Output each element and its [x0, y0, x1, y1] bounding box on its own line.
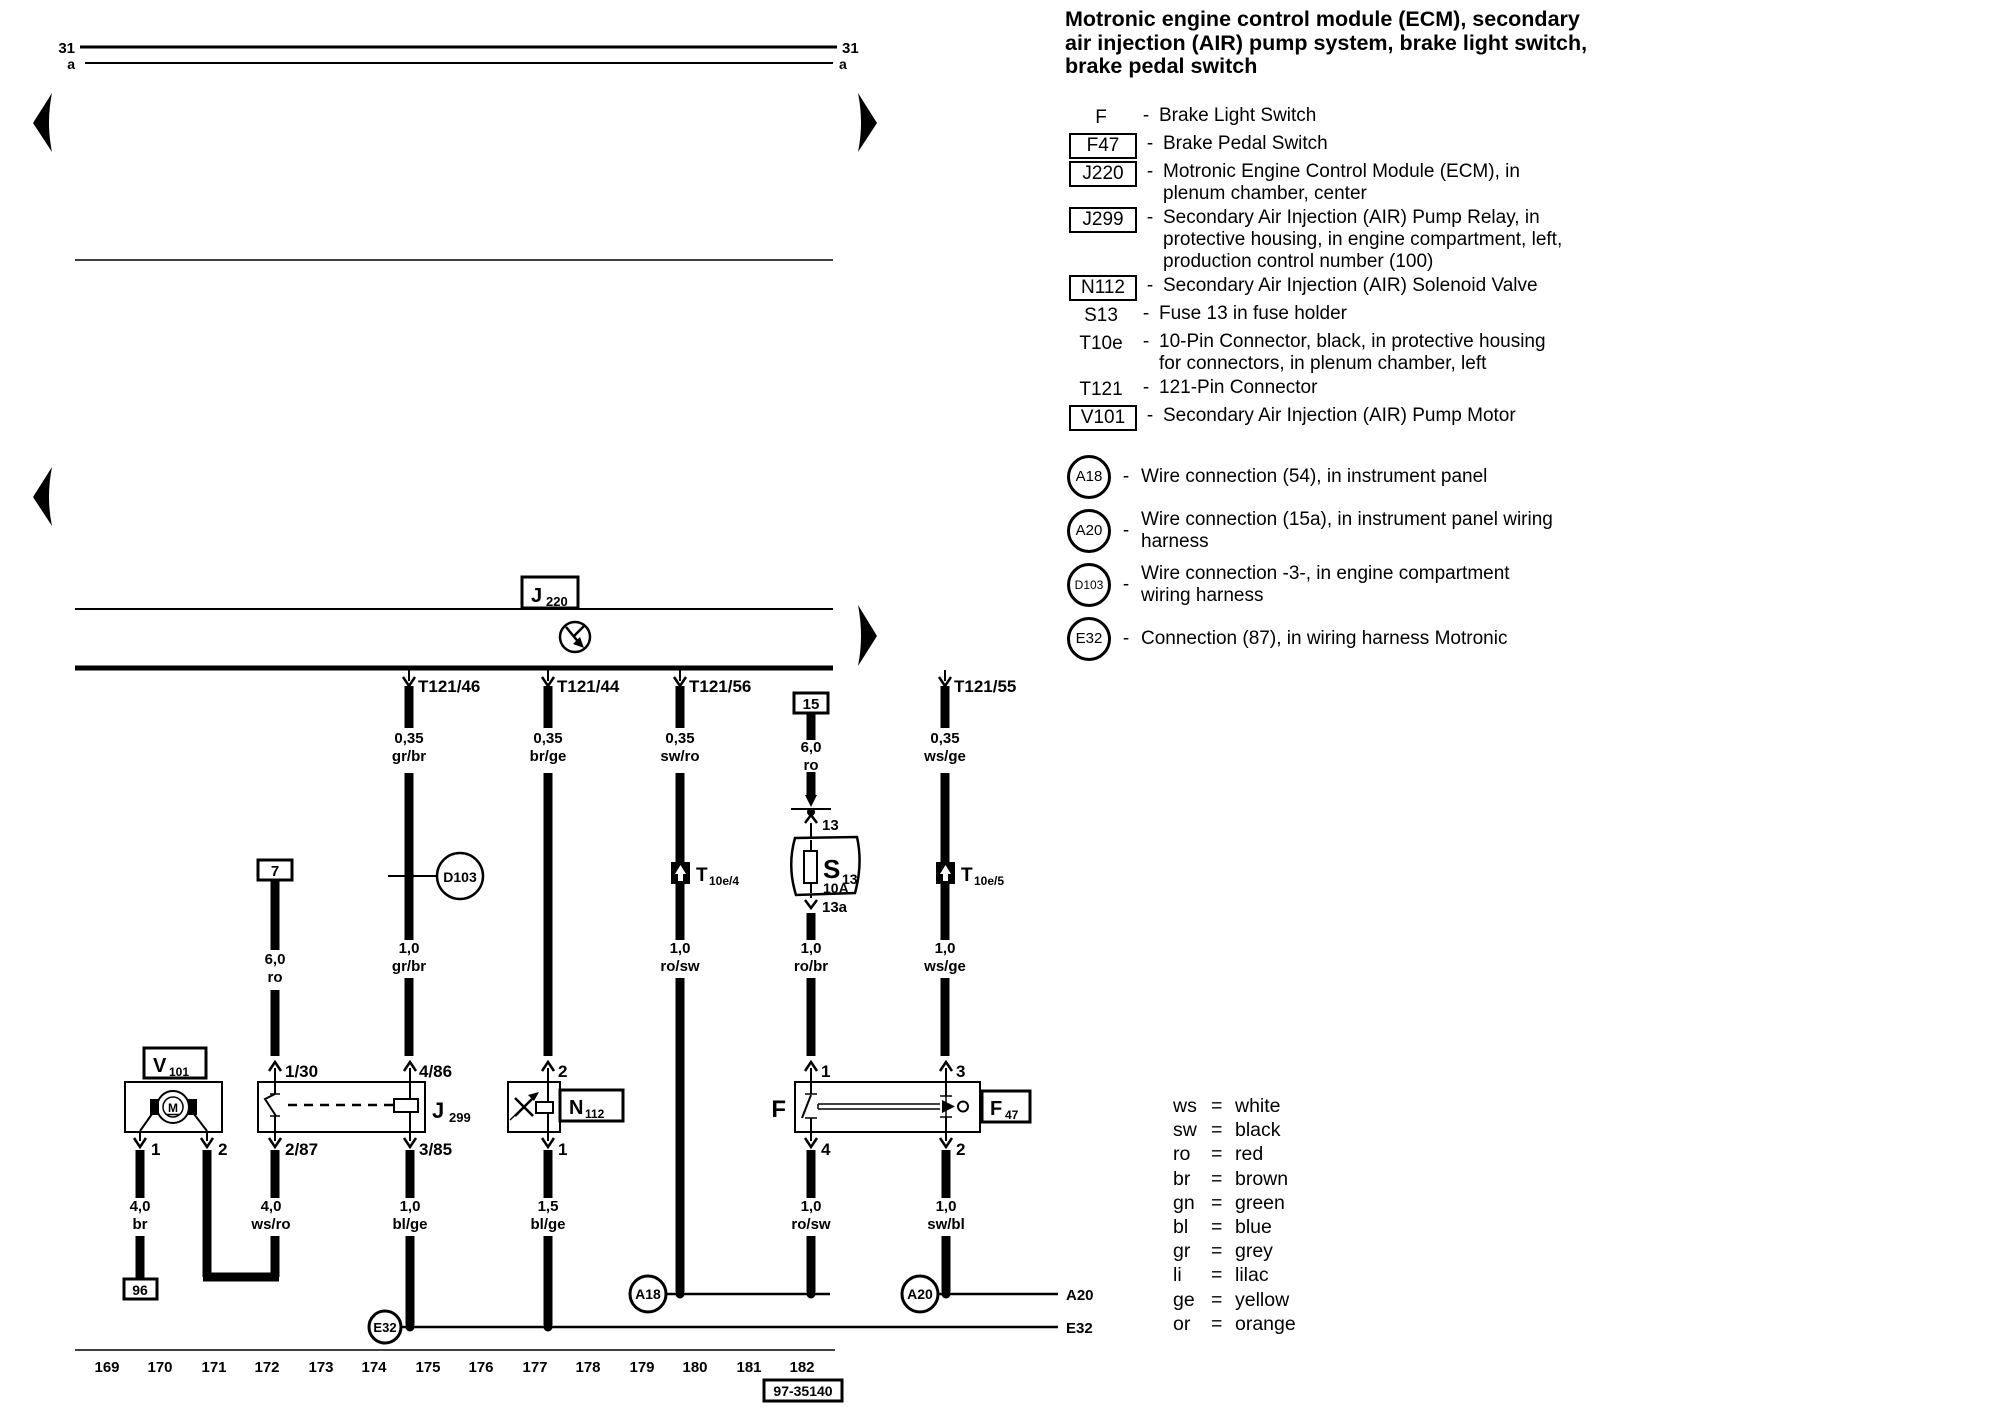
svg-text:ws/ge: ws/ge: [924, 748, 966, 765]
svg-text:M: M: [168, 1101, 178, 1115]
svg-text:13: 13: [842, 871, 858, 887]
pin-t121-56: T121/56: [689, 677, 752, 696]
ecm-j220: [75, 577, 833, 668]
svg-text:31: 31: [58, 40, 75, 57]
svg-text:10e/4: 10e/4: [709, 874, 740, 888]
ground-96: [124, 1279, 157, 1299]
svg-text:gr/br: gr/br: [391, 748, 427, 765]
svg-text:170: 170: [147, 1359, 173, 1376]
svg-text:F: F: [771, 1096, 786, 1123]
connection-e32: [369, 1311, 1093, 1343]
pin-t121-44: T121/44: [557, 677, 620, 696]
diagram-ref-box: [764, 1380, 842, 1401]
fuse-pin-13: 13: [822, 817, 839, 834]
svg-text:ro/sw: ro/sw: [660, 958, 700, 975]
svg-text:3: 3: [956, 1062, 966, 1081]
legend-item-f: F - Brake Light Switch: [1095, 104, 1317, 128]
svg-text:0,35: 0,35: [665, 730, 695, 747]
svg-text:179: 179: [629, 1359, 655, 1376]
component-v101-pump-motor: [125, 1048, 222, 1132]
svg-text:ro/sw: ro/sw: [791, 1216, 831, 1233]
terminal-7-box: [258, 860, 292, 880]
svg-text:175: 175: [415, 1359, 441, 1376]
svg-text:a: a: [67, 56, 75, 72]
legend-item-t10e: T10e - 10-Pin Connector, black, in protective housing for connectors, in plenum chamber, left: [1079, 330, 1546, 374]
svg-text:1,0: 1,0: [934, 940, 956, 957]
legend-item-j299: J299 - Secondary Air Injection (AIR) Pump Relay, in protective housing, in engine compartment, left, production control number (100): [1065, 207, 1995, 273]
svg-text:ro/br: ro/br: [793, 958, 829, 975]
legend-item-e32: E32 - Connection (87), in wiring harness Motronic: [1065, 617, 1995, 661]
svg-text:6,0: 6,0: [800, 739, 822, 756]
svg-text:1,5: 1,5: [537, 1198, 559, 1215]
fuse-rating: 10A: [823, 880, 849, 896]
connection-a20: [902, 1276, 1094, 1312]
color-key-row: sw = black: [1173, 1119, 1281, 1142]
svg-text:ws/ro: ws/ro: [251, 1216, 291, 1233]
svg-text:br: br: [132, 1216, 148, 1233]
svg-text:2: 2: [956, 1140, 966, 1159]
pin-t121-46: T121/46: [418, 677, 481, 696]
legend-item-a18: A18 - Wire connection (54), in instrument panel: [1065, 455, 1995, 499]
svg-text:bl/ge: bl/ge: [530, 1216, 566, 1233]
a20-right-label: A20: [1066, 1287, 1094, 1304]
terminal-15-box: [794, 693, 828, 713]
svg-text:ws/ge: ws/ge: [924, 958, 966, 975]
component-legend: [1065, 105, 1995, 661]
component-j299-pump-relay: [258, 1082, 471, 1132]
svg-text:ro: ro: [803, 757, 819, 774]
svg-text:1,0: 1,0: [398, 940, 420, 957]
svg-text:1,0: 1,0: [399, 1198, 421, 1215]
track-numbers: [94, 1359, 814, 1376]
fuse-label: S: [823, 854, 841, 884]
color-key-row: or = orange: [1173, 1312, 1296, 1335]
color-key-row: ro = red: [1173, 1143, 1264, 1166]
svg-text:101: 101: [169, 1065, 190, 1079]
svg-text:4,0: 4,0: [260, 1198, 282, 1215]
svg-text:E32: E32: [373, 1320, 397, 1335]
rail-31: [58, 40, 858, 57]
connection-d103: [388, 853, 483, 899]
color-key-row: br = brown: [1173, 1167, 1289, 1190]
svg-text:31: 31: [842, 40, 859, 57]
svg-text:177: 177: [522, 1359, 548, 1376]
svg-text:10e/5: 10e/5: [974, 874, 1005, 888]
svg-text:173: 173: [308, 1359, 334, 1376]
svg-text:112: 112: [585, 1107, 605, 1121]
t121-connector-pins: [403, 670, 951, 686]
fuse-pin-13a: 13a: [822, 899, 848, 916]
page-title: Motronic engine control module (ECM), secondary air injection (AIR) pump system, brake light switch, brake pedal switch: [1065, 7, 1588, 78]
svg-text:J: J: [432, 1098, 445, 1123]
svg-text:299: 299: [449, 1110, 471, 1125]
svg-text:bl/ge: bl/ge: [392, 1216, 428, 1233]
svg-text:96: 96: [132, 1282, 148, 1298]
legend-item-t121: T121 - 121-Pin Connector: [1079, 376, 1318, 400]
svg-text:174: 174: [361, 1359, 387, 1376]
svg-text:ro: ro: [267, 969, 283, 986]
rail-a: [67, 56, 847, 72]
svg-text:F: F: [990, 1098, 1003, 1120]
color-key-row: gn = green: [1173, 1191, 1285, 1214]
svg-text:br/ge: br/ge: [529, 748, 567, 765]
svg-text:gr/br: gr/br: [391, 958, 427, 975]
svg-text:2: 2: [558, 1062, 568, 1081]
svg-text:169: 169: [94, 1359, 120, 1376]
legend-item-n112: N112 - Secondary Air Injection (AIR) Solenoid Valve: [1065, 275, 1995, 301]
svg-text:172: 172: [254, 1359, 280, 1376]
svg-text:0,35: 0,35: [930, 730, 960, 747]
svg-text:T: T: [696, 865, 708, 886]
connection-a18: [630, 1276, 830, 1312]
svg-text:7: 7: [270, 863, 280, 880]
svg-text:N: N: [569, 1097, 584, 1119]
svg-text:0,35: 0,35: [533, 730, 563, 747]
svg-text:T: T: [961, 865, 973, 886]
svg-text:A18: A18: [635, 1286, 661, 1302]
color-key-row: ge = yellow: [1173, 1288, 1290, 1311]
svg-text:97-35140: 97-35140: [773, 1383, 833, 1399]
svg-text:2: 2: [218, 1140, 228, 1159]
legend-item-j220: J220 - Motronic Engine Control Module (ECM), in plenum chamber, center: [1065, 161, 1995, 205]
legend-item-d103: D103 - Wire connection -3-, in engine compartment wiring harness: [1065, 563, 1995, 607]
svg-text:D103: D103: [443, 869, 477, 885]
svg-text:6,0: 6,0: [264, 951, 286, 968]
svg-text:1,0: 1,0: [935, 1198, 957, 1215]
color-key-row: ws = white: [1173, 1095, 1281, 1117]
component-f-brake-light-switch: [771, 1082, 1030, 1132]
svg-text:1: 1: [558, 1140, 568, 1159]
svg-text:3/85: 3/85: [419, 1140, 453, 1159]
legend-sidebar: [1065, 8, 1995, 663]
svg-text:4,0: 4,0: [129, 1198, 151, 1215]
fuse-s13: [791, 795, 860, 916]
legend-item-f47: F47 - Brake Pedal Switch: [1065, 133, 1995, 159]
svg-text:sw/bl: sw/bl: [927, 1216, 965, 1233]
component-n112-solenoid-valve: [508, 1082, 623, 1132]
svg-text:0,35: 0,35: [394, 730, 424, 747]
svg-text:sw/ro: sw/ro: [660, 748, 700, 765]
svg-text:181: 181: [736, 1359, 762, 1376]
e32-right-label: E32: [1066, 1320, 1093, 1337]
svg-text:1,0: 1,0: [669, 940, 691, 957]
svg-text:2/87: 2/87: [285, 1140, 319, 1159]
svg-text:A20: A20: [907, 1286, 933, 1302]
svg-text:182: 182: [789, 1359, 815, 1376]
legend-item-s13: S13 - Fuse 13 in fuse holder: [1084, 302, 1348, 326]
svg-text:180: 180: [682, 1359, 708, 1376]
svg-text:1: 1: [821, 1062, 831, 1081]
wire-color-key: [1173, 1094, 1296, 1336]
svg-text:171: 171: [201, 1359, 227, 1376]
legend-item-v101: V101 - Secondary Air Injection (AIR) Pump Motor: [1065, 405, 1995, 431]
svg-text:176: 176: [468, 1359, 494, 1376]
svg-text:220: 220: [546, 594, 568, 609]
svg-text:4/86: 4/86: [419, 1062, 453, 1081]
svg-text:J: J: [531, 585, 543, 607]
svg-text:V: V: [153, 1055, 167, 1077]
svg-text:1,0: 1,0: [800, 1198, 822, 1215]
k-diagnostic-icon: [560, 622, 590, 652]
svg-text:15: 15: [802, 696, 820, 713]
component-f47-brake-pedal-switch: [982, 1091, 1030, 1122]
svg-text:178: 178: [575, 1359, 601, 1376]
svg-text:4: 4: [821, 1140, 831, 1159]
pin-t121-55: T121/55: [954, 677, 1017, 696]
svg-text:47: 47: [1005, 1108, 1019, 1122]
color-key-row: bl = blue: [1173, 1216, 1272, 1239]
svg-text:1/30: 1/30: [285, 1062, 319, 1081]
color-key-row: li = lilac: [1173, 1264, 1269, 1287]
svg-text:1,0: 1,0: [800, 940, 822, 957]
svg-text:a: a: [839, 56, 847, 72]
page-arrow-icons: [33, 93, 877, 666]
legend-item-a20: A20 - Wire connection (15a), in instrument panel wiring harness: [1065, 509, 1995, 553]
svg-text:1: 1: [151, 1140, 161, 1159]
color-key-row: gr = grey: [1173, 1240, 1273, 1263]
